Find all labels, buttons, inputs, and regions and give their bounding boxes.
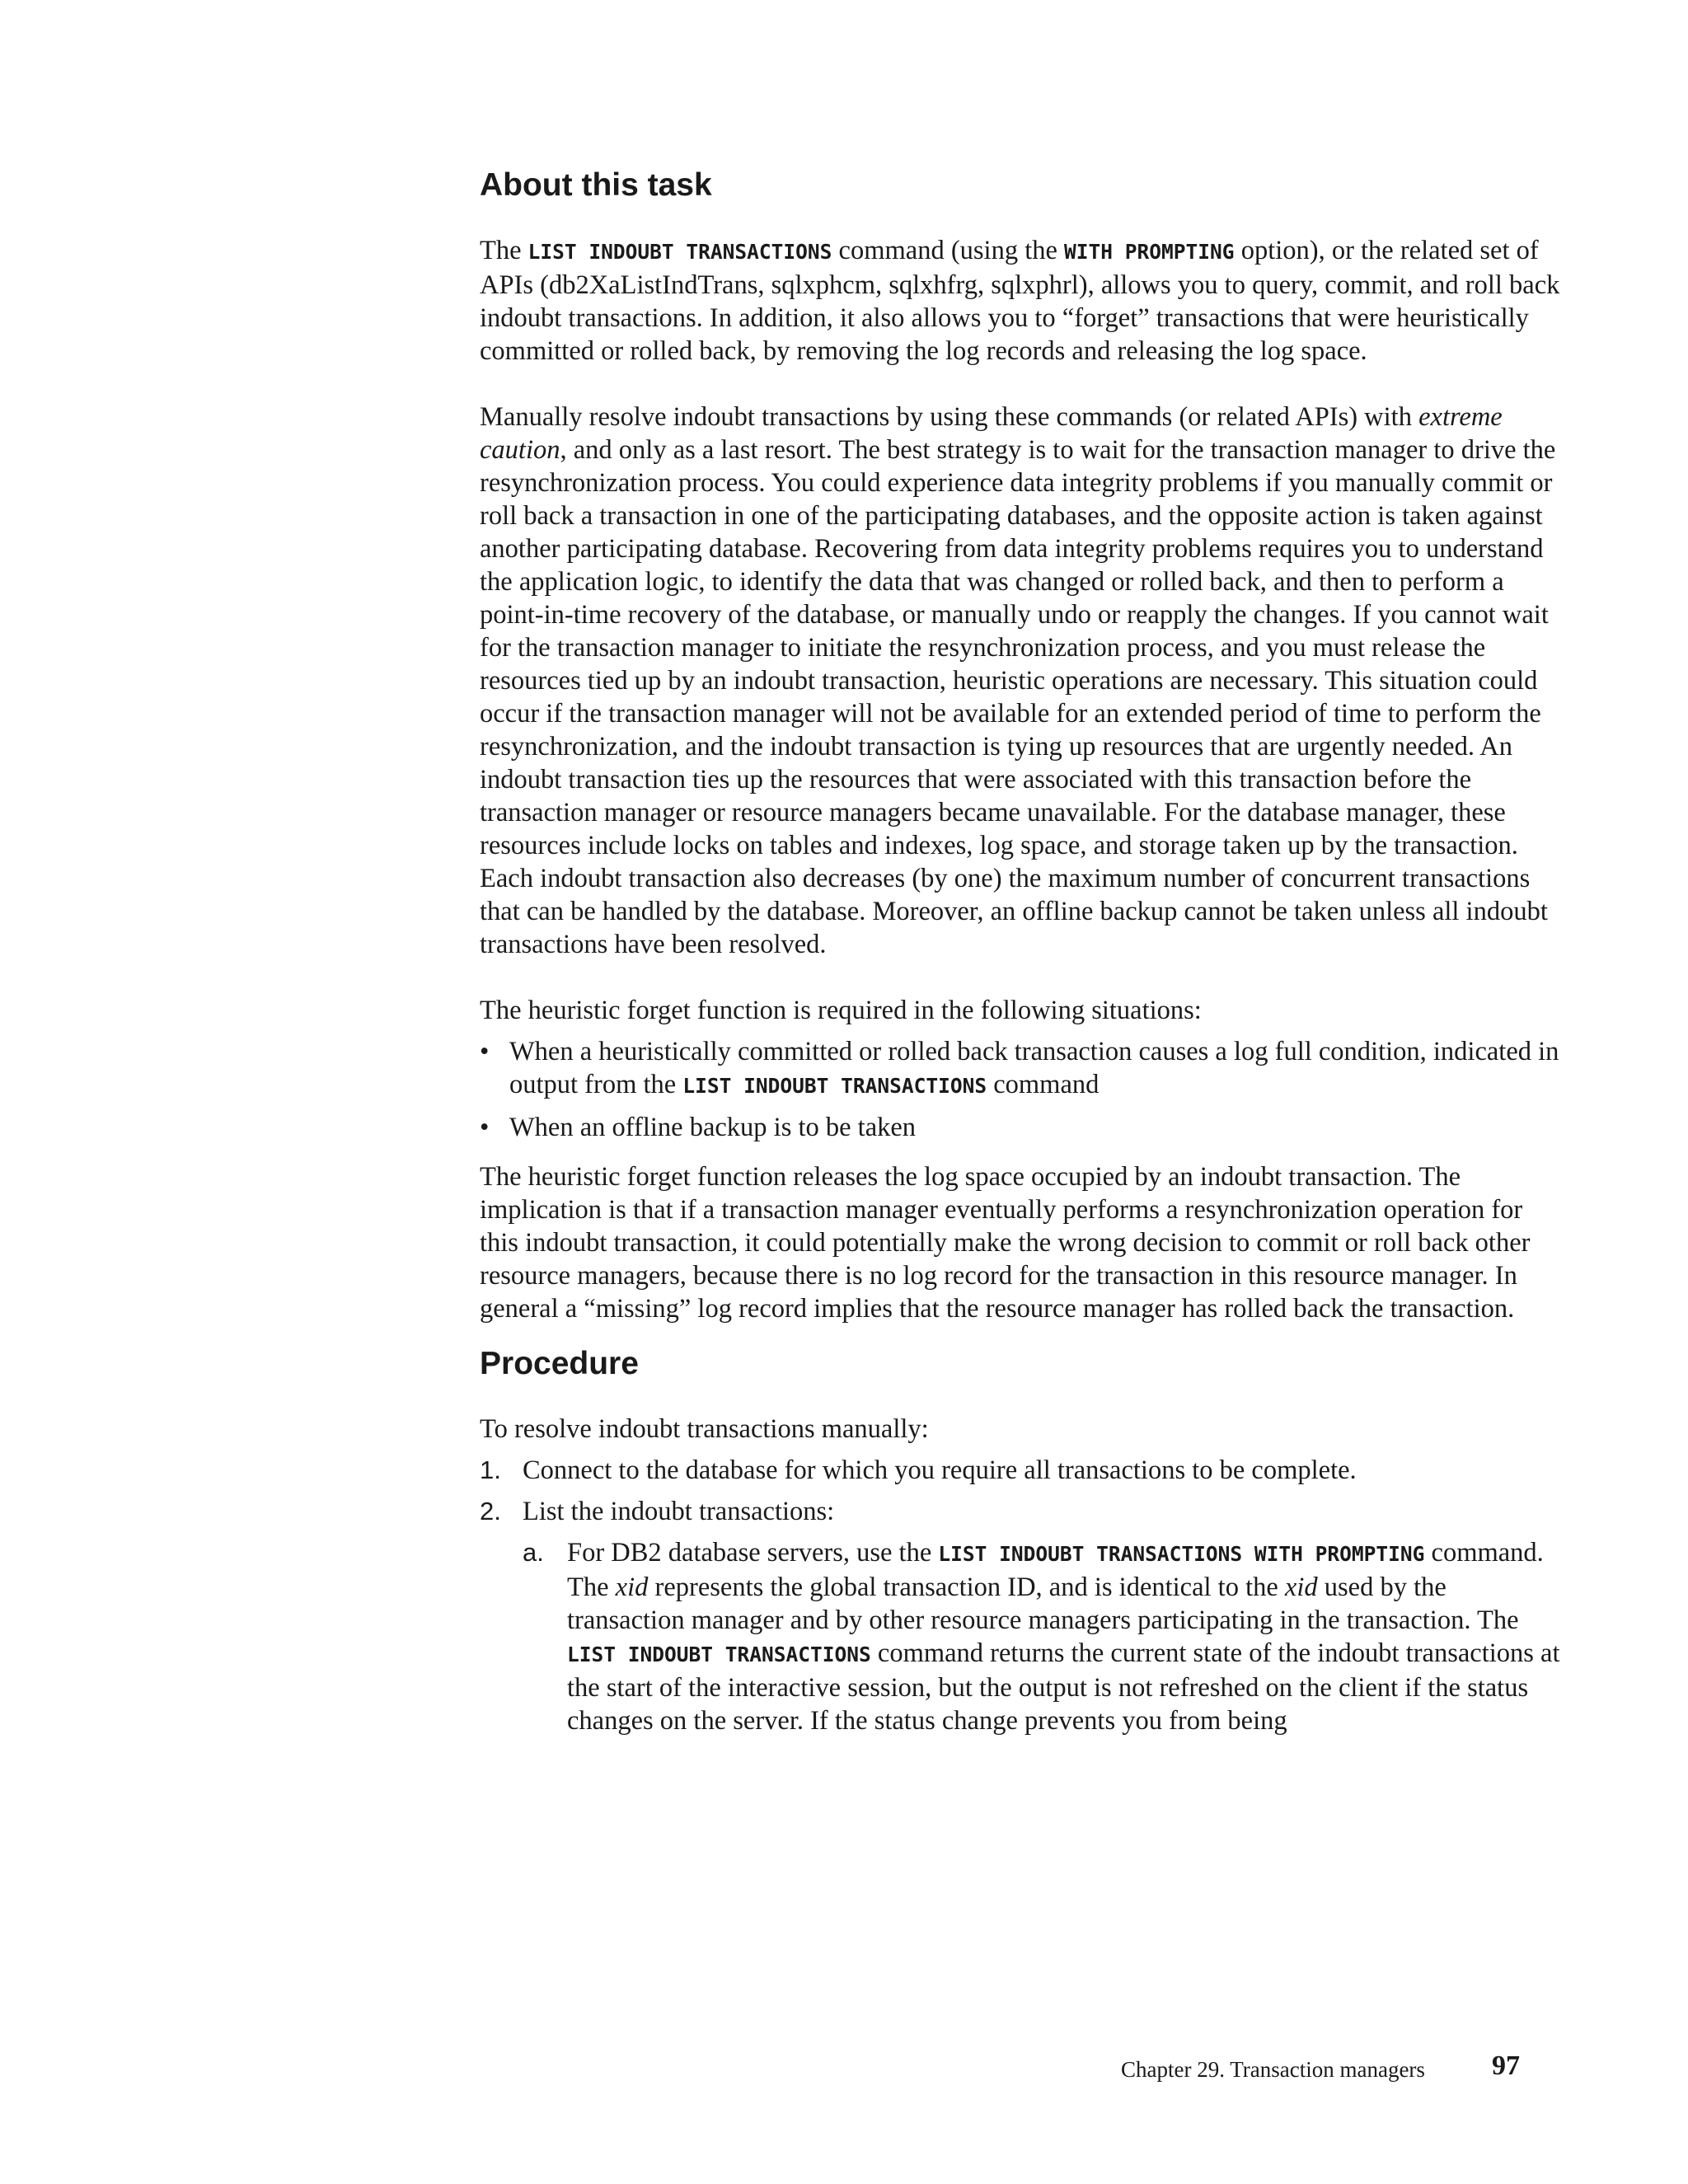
section-heading-about: About this task [480, 167, 712, 203]
step-number: 1. [480, 1455, 501, 1484]
page-footer [1121, 2050, 1520, 2083]
procedure-steps [480, 1454, 1568, 1737]
list-item: • When an offline backup is to be taken [480, 1113, 917, 1142]
substep-letter: a. [523, 1538, 544, 1567]
emphasis-text: extreme caution [480, 402, 1503, 465]
paragraph-caution: Manually resolve indoubt transactions by using these commands (or related APIs) with extreme caution, and only as a last resort. The best strategy is to wait for the transaction manager to drive the resynchronization process. You could experience data integrity problems if you manually commit or roll back a transaction in one of the participating databases, and the opposite action is taken against another participating database. Recovering from data integrity problems requires you to understand the application logic, to identify the data that was changed or rolled back, and then to perform a point-in-time recovery of the database, or manually undo or reapply the changes. If you cannot wait for the transaction manager to initiate the resynchronization process, and you must release the resources tied up by an indoubt transaction, heuristic operations are necessary. This situation could occur if the transaction manager will not be available for an extended period of time to perform the resynchronization, and the indoubt transaction is tying up resources that are urgently needed. An indoubt transaction ties up the resources that were associated with this transaction before the transaction manager or resource managers became unavailable. For the database manager, these resources include locks on tables and indexes, log space, and storage taken up by the transaction. Each indoubt transaction also decreases (by one) the maximum number of concurrent transactions that can be handled by the database. Moreover, an offline backup cannot be taken unless all indoubt transactions have been resolved. [480, 402, 1556, 959]
bullet-marker: • [480, 1113, 490, 1142]
page-content [480, 165, 1568, 1737]
procedure-intro: To resolve indoubt transactions manually: [480, 1414, 929, 1444]
command-name: LIST INDOUBT TRANSACTIONS [567, 1643, 871, 1666]
procedure-step: 1. Connect to the database for which you require all transactions to be complete. [480, 1455, 1357, 1485]
command-name: LIST INDOUBT TRANSACTIONS [528, 240, 832, 264]
chapter-title: Chapter 29. Transaction managers [1121, 2057, 1425, 2082]
bullet-marker: • [480, 1037, 490, 1066]
list-item: • When a heuristically committed or rolled back transaction causes a log full condition, indicated in output from the LIST INDOUBT TRANSACTIONS command [480, 1037, 1559, 1099]
command-name: LIST INDOUBT TRANSACTIONS WITH PROMPTING [938, 1542, 1425, 1566]
procedure-substeps [523, 1536, 1568, 1737]
emphasis-text: xid [615, 1572, 649, 1602]
procedure-substep: a. For DB2 database servers, use the LIST INDOUBT TRANSACTIONS WITH PROMPTING command. The xid represents the global transaction ID, and is identical to the xid used by the transaction manager and by other resource managers participating in the transaction. The LIST INDOUBT TRANSACTIONS command returns the current state of the indoubt transactions at the start of the interactive session, but the output is not refreshed on the client if the status changes on the server. If the status change prevents you from being [523, 1538, 1560, 1736]
situations-list [480, 1035, 1568, 1144]
paragraph-forget-function: The heuristic forget function releases the log space occupied by an indoubt transaction. The implication is that if a transaction manager eventually performs a resynchronization operation for this indoubt transaction, it could potentially make the wrong decision to commit or roll back other resource managers, because there is no log record for the transaction in this resource manager. In general a “missing” log record implies that the resource manager has rolled back the transaction. [480, 1162, 1531, 1324]
procedure-step: 2. List the indoubt transactions: a. For DB2 database servers, use the LIST INDOUBT TRANSACTIONS WITH PROMPTING command. The xid represents the global transaction ID, and is identical to the xid used by the transaction manager and by other resource managers participating in the transaction. The LIST INDOUBT TRANSACTIONS command returns the current state of the indoubt transactions at the start of the interactive session, but the output is not refreshed on the client if the status changes on the server. If the status change prevents you from being [480, 1495, 1568, 1737]
section-heading-procedure: Procedure [480, 1346, 639, 1381]
page-number: 97 [1492, 2050, 1520, 2081]
paragraph-list-indoubt-command: The LIST INDOUBT TRANSACTIONS command (using the WITH PROMPTING option), or the related set of APIs (db2XaListIndTrans, sqlxphcm, sqlxhfrg, sqlxphrl), allows you to query, commit, and roll back indoubt transactions. In addition, it also allows you to “forget” transactions that were heuristically committed or rolled back, by removing the log records and releasing the log space. [480, 236, 1560, 366]
paragraph-forget-situations: The heuristic forget function is required in the following situations: [480, 996, 1202, 1025]
command-name: LIST INDOUBT TRANSACTIONS [682, 1074, 987, 1098]
emphasis-text: xid [1284, 1572, 1318, 1602]
command-option: WITH PROMPTING [1064, 240, 1235, 264]
step-number: 2. [480, 1497, 501, 1526]
